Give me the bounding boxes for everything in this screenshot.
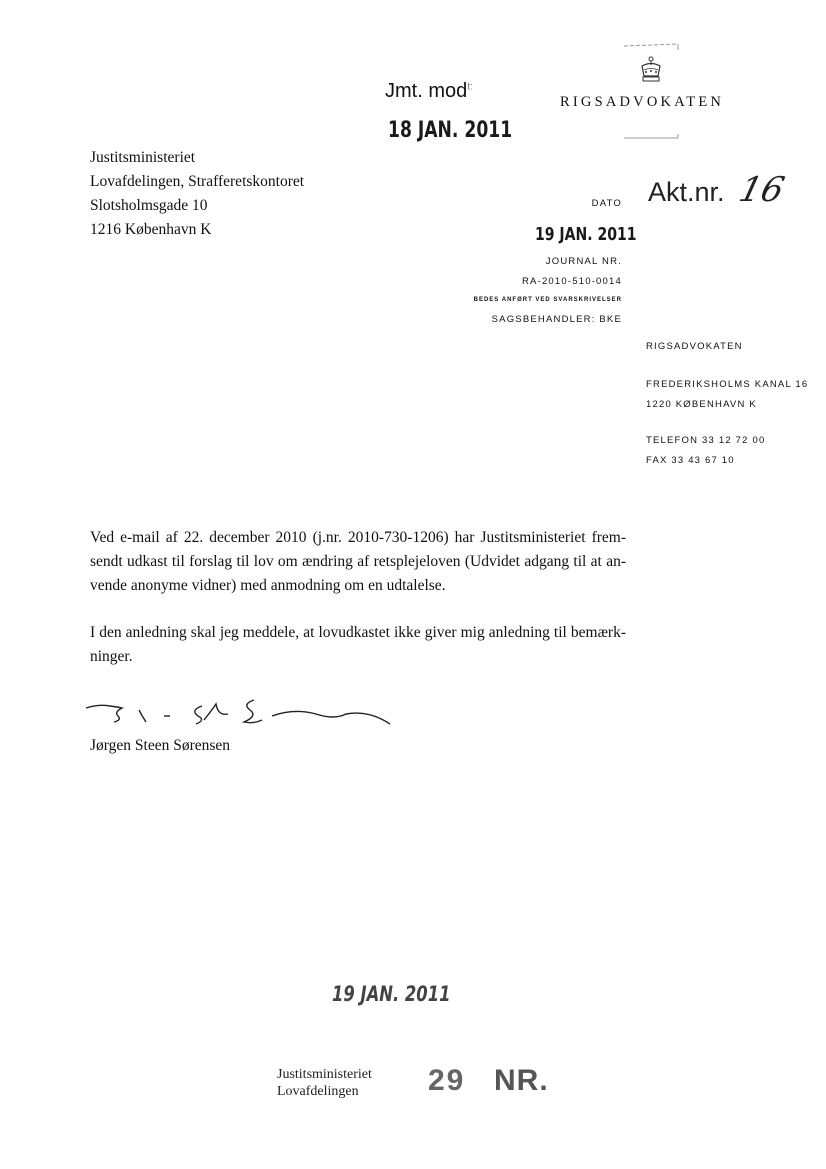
akt-stamp-label: Akt.nr. bbox=[648, 177, 725, 207]
body-line: sendt udkast til forslag til lov om ændring af retsplejeloven (Udvidet adgang til at an- bbox=[90, 553, 626, 570]
akt-stamp bbox=[648, 170, 789, 210]
signatory-name: Jørgen Steen Sørensen bbox=[90, 737, 231, 754]
handwritten-note-text: Jmt. mod bbox=[385, 80, 468, 102]
handwritten-note-mark: t: bbox=[467, 81, 473, 93]
date-stamp: 19 JAN. 2011 bbox=[535, 224, 637, 245]
handwritten-note bbox=[385, 80, 473, 103]
case-handler: SAGSBEHANDLER: BKE bbox=[491, 314, 622, 325]
letterhead-title: RIGSADVOKATEN bbox=[560, 94, 725, 110]
body-line: vende anonyme vidner) med anmodning om en udtalelse. bbox=[90, 577, 446, 594]
recipient-address bbox=[90, 146, 304, 242]
body-line: I den anledning skal jeg meddele, at lovudkastet ikke giver mig anledning til bemærk- bbox=[90, 624, 626, 641]
footer-stamp bbox=[277, 1066, 372, 1100]
journal-label: JOURNAL NR. bbox=[545, 256, 622, 267]
recipient-line: Lovafdelingen, Strafferetskontoret bbox=[90, 173, 305, 190]
footer-stamp-number: 29 bbox=[428, 1064, 466, 1097]
body-line: Ved e-mail af 22. december 2010 (j.nr. 2010-730-1206) har Justitsministeriet frem- bbox=[90, 529, 626, 546]
sender-street: FREDERIKSHOLMS KANAL 16 bbox=[646, 379, 809, 390]
recipient-line: 1216 København K bbox=[90, 221, 212, 238]
akt-stamp-number: 16 bbox=[735, 170, 789, 210]
body-paragraph-1 bbox=[90, 526, 626, 598]
sender-fax: FAX 33 43 67 10 bbox=[646, 455, 735, 466]
footer-nr-label: NR. bbox=[494, 1064, 549, 1097]
sender-block bbox=[646, 340, 808, 468]
sender-name: RIGSADVOKATEN bbox=[646, 341, 743, 352]
journal-number: RA-2010-510-0014 bbox=[521, 276, 622, 287]
reply-note: BEDES ANFØRT VED SVARSKRIVELSER bbox=[473, 297, 622, 303]
sender-city: 1220 KØBENHAVN K bbox=[646, 399, 757, 410]
recipient-line: Slotsholmsgade 10 bbox=[90, 197, 208, 214]
sender-phone: TELEFON 33 12 72 00 bbox=[646, 435, 766, 446]
body-paragraph-2 bbox=[90, 621, 626, 669]
received-stamp-top: 18 JAN. 2011 bbox=[388, 118, 513, 143]
dato-label: DATO bbox=[591, 198, 622, 209]
crown-icon bbox=[638, 56, 664, 84]
footer-stamp-line: Lovafdelingen bbox=[277, 1084, 359, 1099]
recipient-line: Justitsministeriet bbox=[90, 149, 196, 166]
received-stamp-bottom: 19 JAN. 2011 bbox=[332, 982, 451, 1006]
body-line: ninger. bbox=[90, 648, 133, 665]
footer-stamp-line: Justitsministeriet bbox=[277, 1067, 372, 1082]
handwritten-signature bbox=[84, 690, 394, 735]
